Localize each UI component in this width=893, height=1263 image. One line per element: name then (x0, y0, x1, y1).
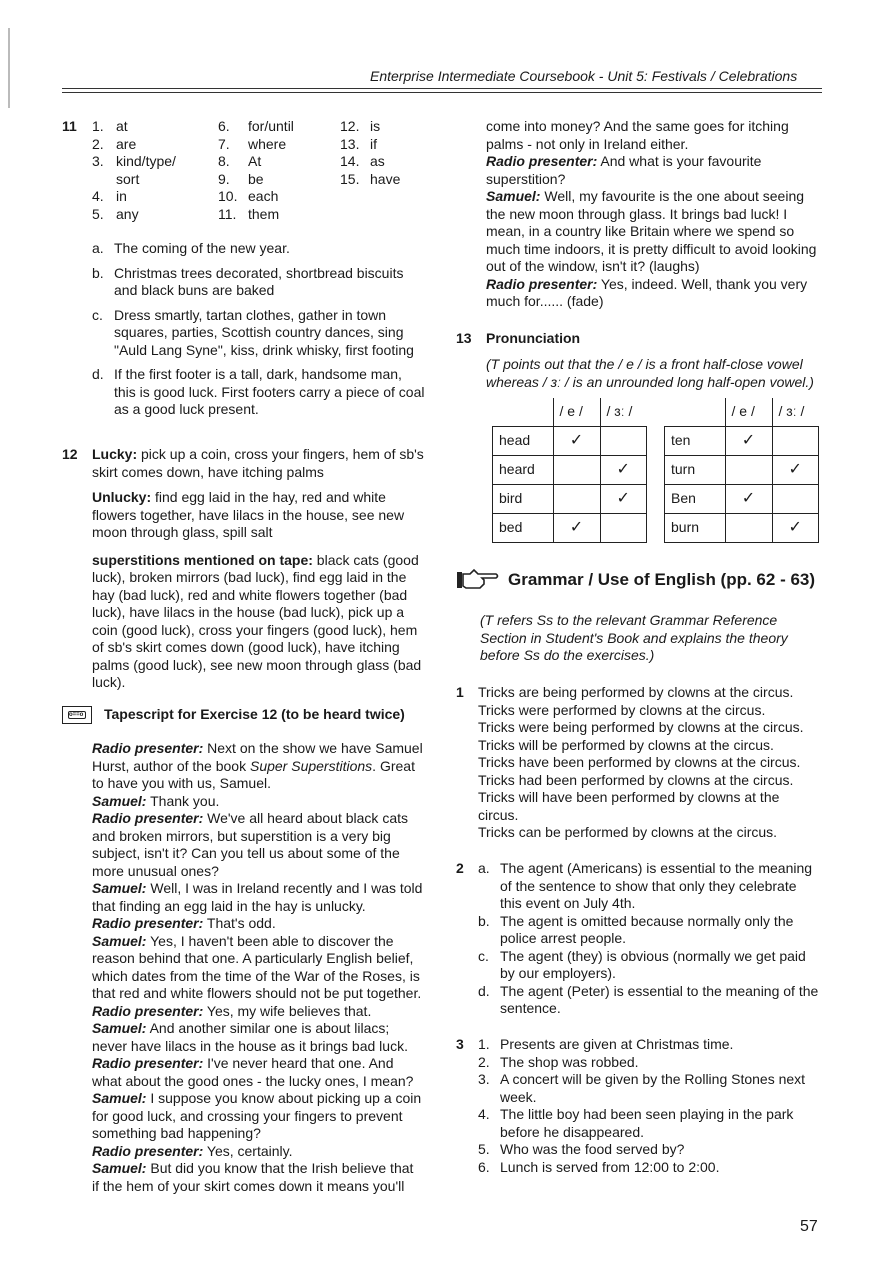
tapescript-line (92, 1020, 424, 1055)
tapescript-line (92, 1160, 424, 1195)
speaker-name: Radio presenter: (92, 1002, 204, 1019)
item-label: c. (92, 306, 103, 323)
speech-text: Yes, I haven't been able to discover the reason behind that one. A particularly English belief, which dates from the time of the War of the Roses, is that red and white flowers should not be put together. (92, 932, 422, 1001)
grammar-ex3-answers (478, 1036, 820, 1176)
item-label: d. (92, 366, 104, 382)
sentence-line: Tricks will have been performed by clowns at the circus. (478, 789, 780, 823)
table-row (665, 427, 819, 456)
answers-column-1 (92, 118, 176, 223)
answer-number: 12. (340, 118, 360, 134)
item-text: The agent (they) is obvious (normally we get paid by our employers). (500, 947, 806, 981)
item-number: 2. (478, 1053, 490, 1070)
numbered-item (478, 1106, 820, 1141)
item-text: If the first footer is a tall, dark, handsome man, this is good luck. First footers carry a piece of coal as a good luck present. (114, 366, 425, 417)
word-cell: Ben (665, 485, 726, 514)
book-title: Super Superstitions (249, 757, 373, 774)
speaker-name: Radio presenter: (92, 1055, 204, 1071)
numbered-item (478, 1071, 820, 1106)
table-header-row (493, 398, 647, 427)
answer-text: kind/type/ (116, 153, 176, 169)
speech-text: We've all heard about black cats and broken mirrors, but superstition is a very big subject, isn't it? Can you tell us about some of the more unusual ones? (92, 810, 408, 879)
word-cell: bed (493, 514, 554, 543)
answer-number: 1. (92, 118, 104, 134)
table-row (493, 427, 647, 456)
answer-number: 10. (218, 188, 238, 204)
answers-column-3 (340, 118, 400, 188)
tapescript-continued (486, 118, 821, 311)
item-number: 6. (478, 1158, 490, 1175)
speech-text: Next on the show we have Samuel Hurst, author of the book (92, 740, 423, 774)
answer-text: be (248, 170, 264, 187)
sentence-line: Tricks can be performed by clowns at the circus. (478, 824, 778, 840)
tapescript-heading (62, 706, 405, 724)
item-label: d. (478, 982, 490, 999)
table-row (665, 514, 819, 543)
answer-number: 8. (218, 153, 230, 169)
answer-number: 13. (340, 135, 360, 152)
column-header: / e / (725, 398, 772, 427)
answer-row (340, 118, 400, 136)
answer-text: any (116, 205, 139, 222)
tick-cell: ✓ (553, 427, 600, 456)
answer-number: 4. (92, 188, 104, 204)
grammar-title: Grammar / Use of English (pp. 62 - 63) (508, 570, 816, 590)
item-number: 1. (478, 1036, 490, 1052)
blank-cell (665, 398, 726, 427)
item-text: The little boy had been seen playing in the park before he disappeared. (500, 1106, 794, 1140)
lettered-item (92, 366, 427, 419)
item-text: Christmas trees decorated, shortbread biscuits and black buns are baked (114, 264, 404, 298)
tick-cell: ✓ (772, 456, 819, 485)
answer-number: 5. (92, 205, 104, 222)
tapescript-line (92, 1090, 424, 1143)
grammar-heading (456, 568, 815, 592)
numbered-item (478, 1036, 820, 1054)
speech-text: But did you know that the Irish believe that if the hem of your skirt comes down it means you'll (92, 1160, 414, 1194)
superstitions-paragraph (92, 552, 424, 692)
column-header: / e / (553, 398, 600, 427)
answer-number: 9. (218, 170, 230, 187)
speaker-name: Samuel: (92, 880, 147, 896)
table-row (665, 456, 819, 485)
speech-text: come into money? And the same goes for itching palms - not only in Ireland either. (486, 118, 789, 152)
tick-cell (600, 427, 647, 456)
word-cell: heard (493, 456, 554, 485)
answer-row (218, 153, 294, 171)
answer-row (218, 206, 294, 224)
item-text: The coming of the new year. (114, 240, 290, 256)
sentence-line: Tricks had been performed by clowns at the circus. (478, 771, 794, 788)
item-label: a. (92, 240, 104, 256)
item-label: c. (478, 947, 489, 964)
unlucky-paragraph (92, 489, 424, 542)
table-header-row (665, 398, 819, 427)
tapescript-line (92, 740, 424, 793)
answer-text: them (248, 205, 280, 222)
answer-number: 3. (92, 153, 104, 169)
answer-text: is (370, 118, 381, 134)
tapescript-line (92, 793, 424, 811)
lettered-item (478, 913, 820, 948)
grammar-note: (T refers Ss to the relevant Grammar Reference Section in Student's Book and explains the theory before Ss do the exercises.) (480, 612, 788, 663)
sentence-line: Tricks were being performed by clowns at the circus. (478, 719, 804, 735)
grammar-ex1-answers (478, 684, 823, 842)
lettered-item (478, 860, 820, 913)
tick-cell (772, 427, 819, 456)
tapescript-line (92, 915, 424, 933)
item-text: The agent is omitted because normally only the police arrest people. (500, 912, 794, 946)
exercise-12-answers (92, 446, 424, 700)
table-row (493, 485, 647, 514)
word-cell: turn (665, 456, 726, 485)
cassette-tape-icon: o==o (62, 706, 92, 724)
table-row (665, 485, 819, 514)
speaker-name: Radio presenter: (92, 1142, 204, 1159)
speaker-name: Samuel: (92, 1090, 147, 1106)
tick-cell (553, 485, 600, 514)
item-number: 3. (478, 1071, 490, 1087)
tapescript-left-column (92, 740, 424, 1195)
item-text: Who was the food served by? (500, 1141, 685, 1157)
answer-row (92, 136, 176, 154)
lucky-text: pick up a coin, cross your fingers, hem of sb's skirt comes down, have itching palms (92, 446, 424, 480)
answer-row (218, 118, 294, 136)
item-text: Lunch is served from 12:00 to 2:00. (500, 1158, 720, 1175)
sentence-line: Tricks will be performed by clowns at the circus. (478, 736, 774, 753)
answer-number: 11. (218, 205, 237, 222)
tick-cell (553, 456, 600, 485)
header-rule (62, 88, 822, 89)
sentence-line: Tricks are being performed by clowns at the circus. (478, 684, 794, 700)
scan-edge-mark (8, 28, 10, 108)
tick-cell: ✓ (725, 427, 772, 456)
item-text: Dress smartly, tartan clothes, gather in town squares, parties, Scottish country dances, sing "Auld Lang Syne", kiss, drink whisky, first footing (114, 306, 414, 358)
numbered-item (478, 1141, 820, 1159)
tapescript-line (486, 153, 821, 188)
item-text: The agent (Peter) is essential to the meaning of the sentence. (500, 982, 819, 1016)
tapescript-line (92, 1143, 424, 1161)
answers-column-2 (218, 118, 294, 223)
answer-text: have (370, 170, 401, 187)
superstitions-text: black cats (good luck), broken mirrors (bad luck), find egg laid in the hay (bad luck), red and white flowers together (bad luck), have lilacs in the house (bad luck), pick up a coin (good luck), cross your fingers (good luck), hem of sb's skirt comes down (good luck), have itching palms (good luck), see new moon through glass (bad luck). (92, 551, 422, 690)
word-cell: burn (665, 514, 726, 543)
speech-text: Yes, certainly. (203, 1142, 293, 1159)
answer-number: 15. (340, 170, 360, 187)
item-text: Presents are given at Christmas time. (500, 1036, 734, 1052)
speaker-name: Radio presenter: (92, 915, 204, 931)
speech-text: Thank you. (146, 792, 220, 809)
word-cell: head (493, 427, 554, 456)
numbered-item (478, 1159, 820, 1177)
speech-text: Yes, indeed. Well, thank you very much for...... (fade) (486, 275, 808, 309)
header-rule-2 (62, 92, 822, 93)
answer-text: sort (116, 170, 140, 187)
answer-row (92, 206, 176, 224)
item-label: a. (478, 860, 490, 876)
answer-row (340, 136, 400, 154)
tapescript-line (92, 810, 424, 880)
page-header: Enterprise Intermediate Coursebook - Unit 5: Festivals / Celebrations (370, 68, 798, 84)
speech-text: And what is your favourite superstition? (486, 153, 762, 187)
speech-text: Well, I was in Ireland recently and I was told that finding an egg laid in the hay is unlucky. (92, 880, 423, 914)
answer-text: are (116, 135, 137, 152)
pronunciation-note: (T points out that the / e / is a front half-close vowel whereas / ɜː / is an unrounded long half-open vowel.) (486, 356, 814, 390)
grammar-ex1-number: 1 (456, 684, 464, 700)
exercise-11-lettered-answers (92, 240, 427, 426)
unlucky-text: find egg laid in the hay, red and white flowers together, have lilacs in the house, see new moon through glass, spill salt (92, 489, 405, 540)
speech-text: That's odd. (203, 915, 276, 931)
speaker-name: Radio presenter: (486, 153, 598, 169)
answer-row (92, 171, 176, 189)
tick-cell: ✓ (600, 456, 647, 485)
answer-row (218, 171, 294, 189)
sentence-line: Tricks have been performed by clowns at the circus. (478, 754, 801, 770)
answer-number: 7. (218, 135, 230, 152)
speaker-name: Radio presenter: (92, 810, 204, 826)
answer-text: for/until (248, 118, 294, 134)
table-row (493, 514, 647, 543)
speech-text: Well, my favourite is the one about seeing the new moon through glass. It brings bad luck! I mean, in a country like Britain where we spend so much time indoors, it is pretty difficult to avoid looking out of the window, isn't it? (laughs) (486, 188, 817, 274)
exercise-11-number: 11 (62, 118, 77, 134)
item-text: The shop was robbed. (500, 1053, 639, 1070)
pronunciation-heading: Pronunciation (486, 330, 581, 346)
speech-text: I've never heard that one. And what about the good ones - the lucky ones, I mean? (92, 1055, 414, 1089)
lucky-paragraph (92, 446, 424, 481)
speech-text: I suppose you know about picking up a coin for good luck, and crossing your fingers to prevent something bad happening? (92, 1090, 422, 1141)
answer-row (218, 188, 294, 206)
speech-text: Yes, my wife believes that. (203, 1002, 372, 1019)
tapescript-line (92, 1055, 424, 1090)
exercise-12-number: 12 (62, 446, 78, 462)
tick-cell: ✓ (772, 514, 819, 543)
word-cell: ten (665, 427, 726, 456)
item-label: b. (92, 264, 104, 281)
item-number: 4. (478, 1106, 490, 1122)
tick-cell (772, 485, 819, 514)
item-label: b. (478, 912, 490, 929)
answer-text: at (116, 118, 128, 134)
tapescript-line (92, 933, 424, 1003)
lettered-item (92, 240, 427, 258)
answer-text: At (248, 153, 262, 169)
speaker-name: Samuel: (92, 932, 147, 949)
pointing-hand-icon (456, 568, 500, 592)
tick-cell (725, 514, 772, 543)
answer-text: each (248, 188, 279, 204)
tick-cell (600, 514, 647, 543)
speaker-name: Samuel: (486, 188, 541, 204)
lucky-label: Lucky: (92, 446, 138, 462)
numbered-item (478, 1054, 820, 1072)
grammar-ex2-number: 2 (456, 860, 464, 876)
grammar-ex2-answers (478, 860, 820, 1018)
answer-row (92, 118, 176, 136)
pronunciation-table-right (664, 398, 819, 543)
column-header: / ɜː / (600, 398, 647, 427)
page-number: 57 (800, 1218, 818, 1235)
table-row (493, 456, 647, 485)
lettered-item (92, 307, 427, 360)
answer-row (218, 136, 294, 154)
answer-text: if (370, 135, 377, 152)
exercise-13-number: 13 (456, 330, 472, 346)
speaker-name: Radio presenter: (92, 740, 204, 756)
tapescript-line (92, 880, 424, 915)
answer-row (92, 153, 176, 171)
lettered-item (478, 983, 820, 1018)
speech-text: And another similar one is about lilacs; never have lilacs in the house as it brings bad luck. (92, 1020, 408, 1054)
speaker-name: Samuel: (92, 1020, 147, 1036)
item-text: A concert will be given by the Rolling Stones next week. (500, 1071, 806, 1105)
tapescript-line (486, 276, 821, 311)
answer-row (92, 188, 176, 206)
speaker-name: Samuel: (92, 792, 147, 809)
speech-text: . Great to have you with us, Samuel. (92, 757, 415, 791)
answer-text: as (370, 153, 385, 169)
tapescript-line (486, 118, 821, 153)
speaker-name: Samuel: (92, 1160, 147, 1176)
sentence-line: Tricks were performed by clowns at the circus. (478, 701, 766, 718)
lettered-item (92, 265, 427, 300)
answer-text: where (248, 135, 287, 152)
answer-row (340, 153, 400, 171)
blank-cell (493, 398, 554, 427)
lettered-item (478, 948, 820, 983)
tapescript-title: Tapescript for Exercise 12 (to be heard twice) (104, 706, 405, 723)
pronunciation-table-left (492, 398, 647, 543)
word-cell: bird (493, 485, 554, 514)
item-text: The agent (Americans) is essential to the meaning of the sentence to show that only they celebrate this event on July 4th. (500, 860, 813, 911)
column-header: / ɜː / (772, 398, 819, 427)
tapescript-line (486, 188, 821, 276)
tick-cell (725, 456, 772, 485)
answer-row (340, 171, 400, 189)
answer-number: 2. (92, 135, 104, 152)
grammar-ex3-number: 3 (456, 1036, 464, 1052)
tick-cell: ✓ (725, 485, 772, 514)
answer-number: 6. (218, 118, 230, 134)
tick-cell: ✓ (600, 485, 647, 514)
tick-cell: ✓ (553, 514, 600, 543)
superstitions-label: superstitions mentioned on tape: (92, 551, 313, 568)
tapescript-line (92, 1003, 424, 1021)
unlucky-label: Unlucky: (92, 489, 152, 505)
answer-number: 14. (340, 153, 360, 169)
answer-text: in (116, 188, 127, 204)
speaker-name: Radio presenter: (486, 275, 598, 292)
item-number: 5. (478, 1141, 490, 1157)
